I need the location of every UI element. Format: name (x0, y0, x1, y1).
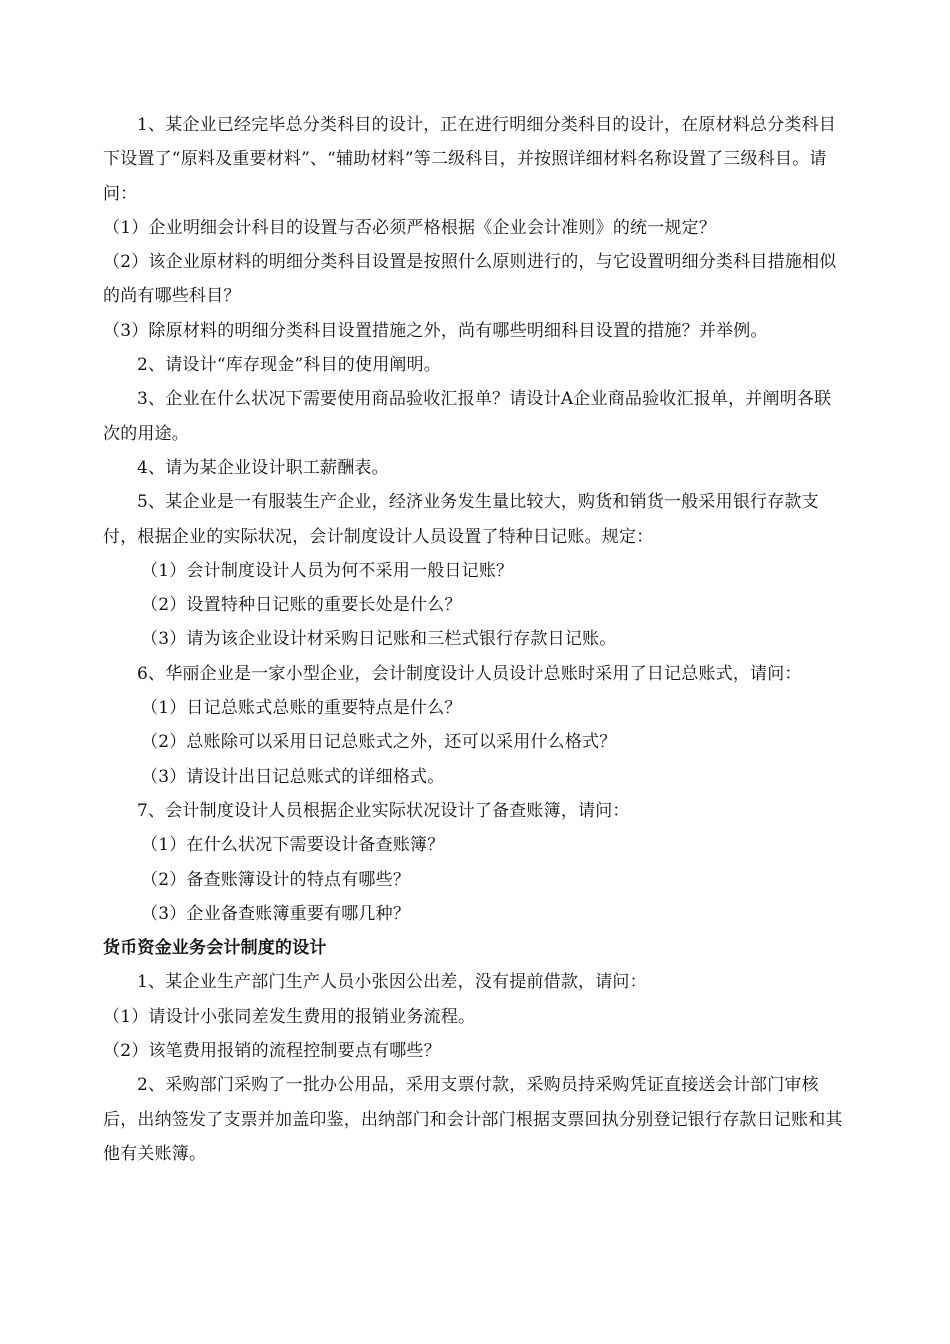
question-6-item-2: （2）总账除可以采用日记总账式之外，还可以采用什么格式？ (141, 732, 617, 753)
question-1-item-3: （3）除原材料的明细分类科目设置措施之外，尚有哪些明细科目设置的措施？并举例。 (103, 320, 768, 341)
question-1-item-2: （2）该企业原材料的明细分类科目设置是按照什么原则进行的，与它设置明细分类科目措施相似的尚有哪些科目？ (103, 252, 837, 307)
section-question-1-item-1: （1）请设计小张同差发生费用的报销业务流程。 (103, 1006, 476, 1027)
question-2: 2、请设计“库存现金”科目的使用阐明。 (137, 355, 441, 376)
question-5-item-2: （2）设置特种日记账的重要长处是什么？ (141, 595, 462, 616)
question-7-item-3: （3）企业备查账簿重要有哪几种？ (141, 903, 411, 924)
question-6-item-3: （3）请设计出日记总账式的详细格式。 (141, 766, 445, 787)
question-7: 7、会计制度设计人员根据企业实际状况设计了备查账簿，请问： (137, 800, 630, 821)
question-5-item-1: （1）会计制度设计人员为何不采用一般日记账？ (141, 560, 514, 581)
section-heading: 货币资金业务会计制度的设计 (103, 938, 327, 959)
question-3: 3、企业在什么状况下需要使用商品验收汇报单？请设计A企业商品验收汇报单，并阐明各联次的用途。 (103, 389, 832, 444)
question-7-item-2: （2）备查账簿设计的特点有哪些？ (141, 869, 411, 890)
section-question-1: 1、某企业生产部门生产人员小张因公出差，没有提前借款，请问： (137, 972, 647, 993)
question-7-item-1: （1）在什么状况下需要设计备查账簿？ (141, 835, 445, 856)
question-5: 5、某企业是一有服装生产企业，经济业务发生量比较大，购货和销货一般采用银行存款支付，根据企业的实际状况，会计制度设计人员设置了特种日记账。规定： (103, 492, 819, 547)
question-6: 6、华丽企业是一家小型企业，会计制度设计人员设计总账时采用了日记总账式，请问： (137, 663, 802, 684)
section-question-2: 2、采购部门采购了一批办公用品，采用支票付款，采购员持采购凭证直接送会计部门审核后，出纳签发了支票并加盖印鉴，出纳部门和会计部门根据支票回执分别登记银行存款日记账和其他有关账簿。 (103, 1075, 843, 1164)
question-4: 4、请为某企业设计职工薪酬表。 (137, 457, 389, 478)
question-1: 1、某企业已经完毕总分类科目的设计，正在进行明细分类科目的设计，在原材料总分类科目下设置了“原料及重要材料”、“辅助材料”等二级科目，并按照详细材料名称设置了三级科目。请问： (103, 115, 837, 204)
question-5-item-3: （3）请为该企业设计材采购日记账和三栏式银行存款日记账。 (141, 629, 617, 650)
question-6-item-1: （1）日记总账式总账的重要特点是什么？ (141, 698, 462, 719)
question-1-item-1: （1）企业明细会计科目的设置与否必须严格根据《企业会计准则》的统一规定？ (103, 217, 717, 238)
document-body (103, 108, 848, 1171)
section-question-1-item-2: （2）该笔费用报销的流程控制要点有哪些？ (103, 1041, 441, 1062)
